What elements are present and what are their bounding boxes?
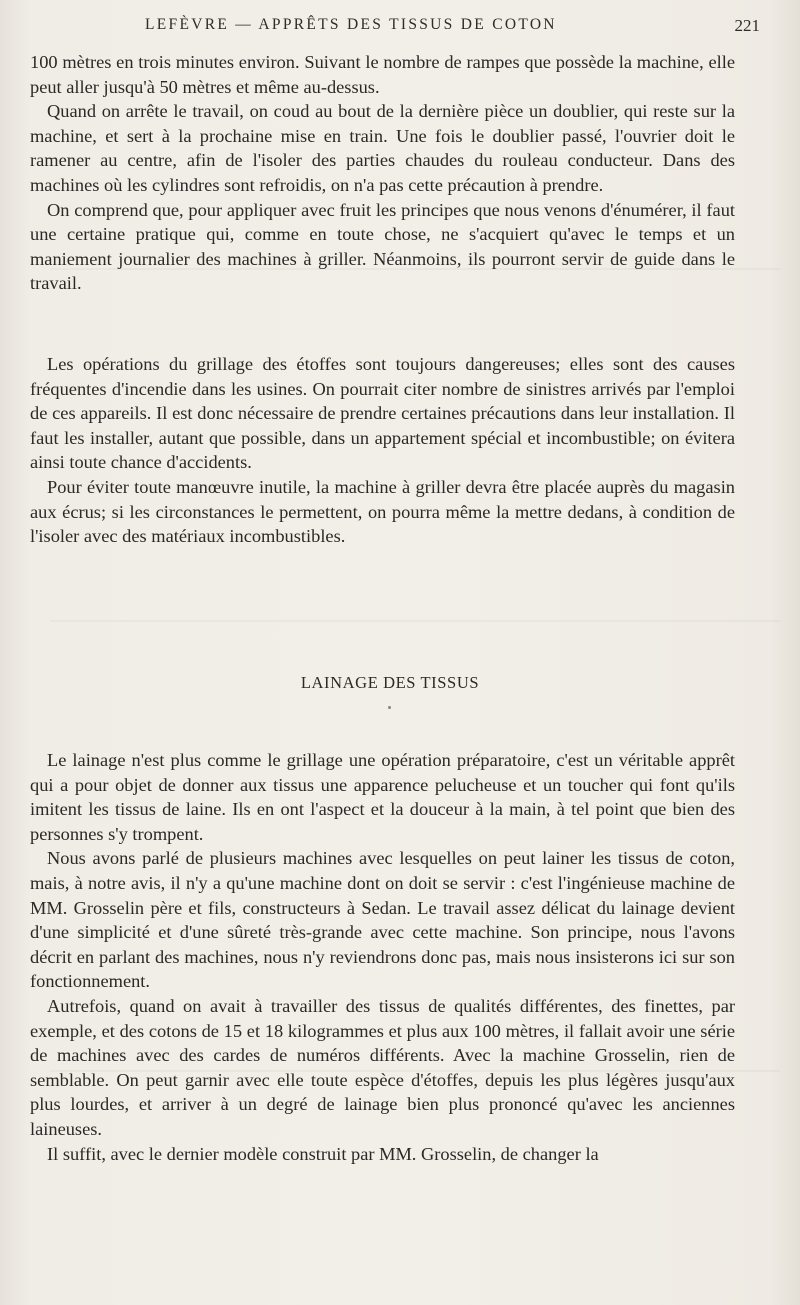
running-head: LEFÈVRE — APPRÊTS DES TISSUS DE COTON (145, 16, 557, 33)
section-title: LAINAGE DES TISSUS (300, 673, 480, 692)
paragraph: On comprend que, pour appliquer avec fruit les principes que nous venons d'énumérer, il faut une certaine pratique qui, comme en toute chose, ne s'acquiert qu'avec le temps et un maniement journalier des machines à griller. Néanmoins, ils pourront servir de guide dans le travail. (30, 199, 735, 294)
paragraph: Pour éviter toute manœuvre inutile, la machine à griller devra être placée auprès du magasin aux écrus; si les circonstances le permettent, on pourra même la mettre dedans, à condition de l'isoler avec des matériaux incombustibles. (30, 476, 735, 547)
paragraph: 100 mètres en trois minutes environ. Suivant le nombre de rampes que possède la machine, elle peut aller jusqu'à 50 mètres et même au-dessus. (30, 52, 735, 97)
page-number: 221 (734, 16, 760, 35)
text-block-middle (30, 352, 735, 549)
paragraph: Le lainage n'est plus comme le grillage une opération préparatoire, c'est un véritable apprêt qui a pour objet de donner aux tissus une apparence pelucheuse et un toucher qui font qu'ils imitent les tissus de laine. Ils en ont l'aspect et la douceur à la main, à tel point que bien des personnes s'y trompent. (30, 750, 735, 844)
paragraph: Autrefois, quand on avait à travailler des tissus de qualités différentes, des finettes, par exemple, et des cotons de 15 et 18 kilogrammes et plus aux 100 mètres, il fallait avoir une série de machines avec des cardes de numéros différents. Avec la machine Grosselin, rien de semblable. On peut garnir avec elle toute espèce d'étoffes, depuis les plus légères jusqu'aux plus lourdes, et arriver à un degré de lainage bien plus prononcé qu'avec les anciennes laineuses. (30, 995, 735, 1139)
paragraph: Il suffit, avec le dernier modèle construit par MM. Grosselin, de changer la (47, 1143, 599, 1164)
paragraph: Les opérations du grillage des étoffes sont toujours dangereuses; elles sont des causes fréquentes d'incendie dans les usines. On pourrait citer nombre de sinistres arrivés par l'emploi de ces appareils. Il est donc nécessaire de prendre certaines précautions dans leur installation. Il faut les installer, autant que possible, dans un appartement spécial et incombustible; on évitera ainsi toute chance d'accidents. (30, 354, 735, 473)
text-block-bottom (30, 748, 735, 1166)
text-block-top (30, 50, 735, 296)
ornament-dot (388, 706, 391, 709)
page-header (30, 10, 760, 40)
paragraph: Nous avons parlé de plusieurs machines avec lesquelles on peut lainer les tissus de coton, mais, à notre avis, il n'y a qu'une machine dont on doit se servir : c'est l'ingénieuse machine de MM. Grosselin père et fils, constructeurs à Sedan. Le travail assez délicat du lainage devient d'une simplicité et d'une sûreté très-grande avec cette machine. Son principe, nous l'avons décrit en parlant des machines, nous n'y reviendrons donc pas, mais nous insisterons ici sur son fonctionnement. (30, 848, 735, 992)
paragraph: Quand on arrête le travail, on coud au bout de la dernière pièce un doublier, qui reste sur la machine, et sert à la prochaine mise en train. Une fois le doublier passé, l'ouvrier doit le ramener au centre, afin de l'isoler des parties chaudes du rouleau conducteur. Dans des machines où les cylindres sont refroidis, on n'a pas cette précaution à prendre. (30, 101, 735, 195)
bleed-through-line (50, 620, 780, 622)
